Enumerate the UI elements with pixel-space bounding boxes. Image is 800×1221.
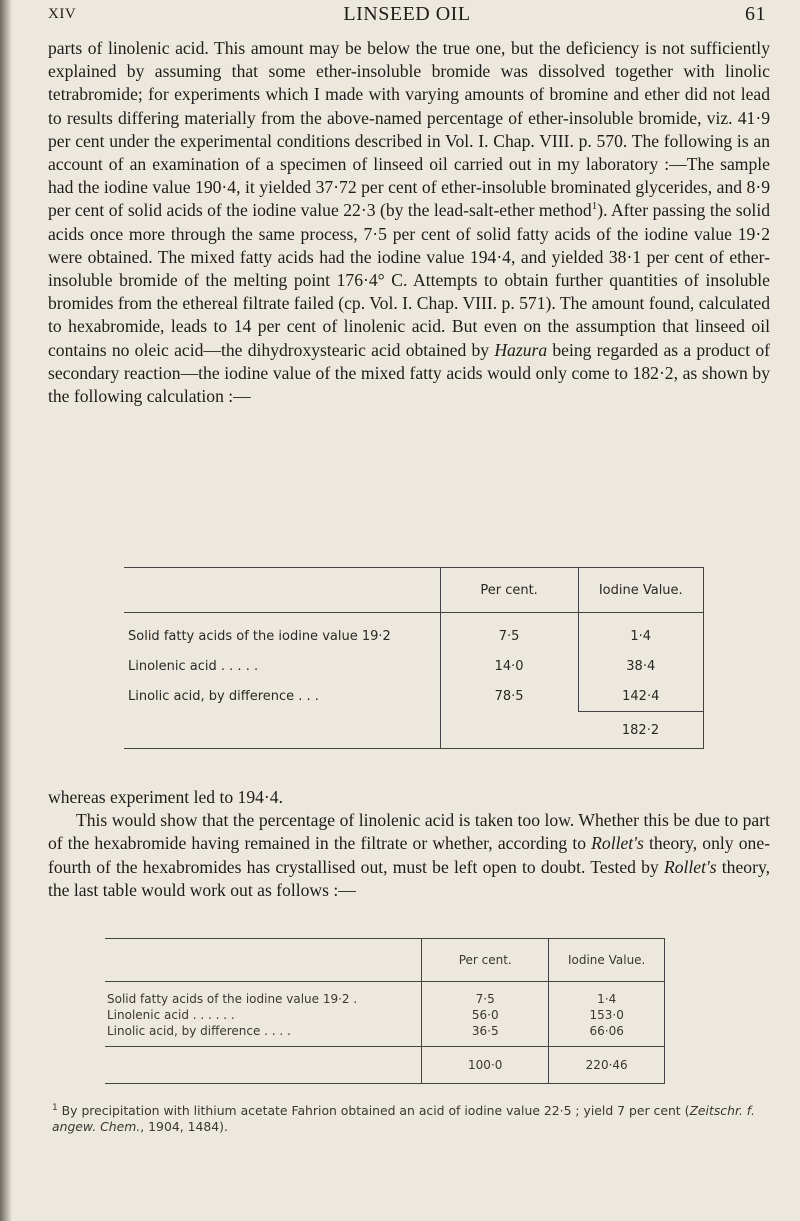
- total-label-blank: [105, 1047, 422, 1084]
- text-run: By precipitation with lithium acetate Fahrion obtained an acid of iodine value 22·5 ; yield 7 per cent (: [57, 1103, 690, 1118]
- total-per-cent-blank: [440, 712, 578, 749]
- per-cent-cell: 14·0: [440, 651, 578, 681]
- body-text-continued: [48, 786, 770, 902]
- paragraph: [48, 37, 770, 408]
- table-row: [105, 1023, 665, 1047]
- text-run: parts of linolenic acid. This amount may be below the true one, but the deficiency is not sufficiently explained by assuming that some ether-insoluble bromide was dissolved together with linolic tetrabromide; for experiments which I made with varying amounts of bromine and ether did not lead to results differing materially from the above-named percentage of ether-insoluble bromide, viz. 41·9 per cent under the experimental conditions described in Vol. I. Chap. VIII. p. 570. The following is an account of an examination of a specimen of linseed oil carried out in my laboratory :—The sample had the iodine value 190·4, it yielded 37·72 per cent of ether-insoluble brominated glycerides, and 8·9 per cent of solid acids of the iodine value 22·3 (by the lead-salt-ether method: [48, 38, 770, 221]
- text-run: theory, the last table would work out as follows :—: [48, 856, 771, 900]
- row-label: Solid fatty acids of the iodine value 19·2 .: [105, 982, 422, 1008]
- table-header-row: [105, 939, 665, 982]
- running-title: LINSEED OIL: [343, 3, 471, 25]
- row-label: Linolenic acid . . . . .: [124, 651, 440, 681]
- calculation-table-1: [124, 567, 704, 749]
- header-per-cent: Per cent.: [422, 939, 549, 982]
- paragraph: whereas experiment led to 194·4.: [48, 787, 283, 807]
- page-binding-shadow: [0, 0, 12, 1221]
- row-label: Linolic acid, by difference . . . .: [105, 1023, 422, 1047]
- per-cent-cell: 56·0: [422, 1007, 549, 1023]
- iodine-cell: 66·06: [549, 1023, 665, 1047]
- calculation-table-2: [105, 938, 665, 1084]
- page-number: 61: [745, 3, 766, 25]
- iodine-cell: 142·4: [578, 681, 703, 712]
- text-run: ). After passing the solid acids once more through the same process, 7·5 per cent of solid fatty acids of the iodine value 19·2 were obtained. The mixed fatty acids had the iodine value 194·4, and yielded 38·1 per cent of ether-insoluble bromide of the melting point 176·4° C. Attempts to obtain further quantities of insoluble bromides from the ethereal filtrate failed (cp. Vol. I. Chap. VIII. p. 571). The amount found, calculated to hexabromide, leads to 14 per cent of linolenic acid. But even on the assumption that linseed oil contains no oleic acid—the dihydroxystearic acid obtained by: [48, 200, 770, 360]
- header-cell-blank: [105, 939, 422, 982]
- iodine-cell: 1·4: [549, 982, 665, 1008]
- total-row: [124, 712, 704, 749]
- table-row: [124, 613, 704, 652]
- journal-title: Zeitschr. f. angew. Chem.: [52, 1103, 755, 1134]
- row-label: Linolenic acid . . . . . .: [105, 1007, 422, 1023]
- iodine-cell: 1·4: [578, 613, 703, 652]
- header-iodine-value: Iodine Value.: [549, 939, 665, 982]
- per-cent-cell: 36·5: [422, 1023, 549, 1047]
- table-row: [124, 681, 704, 712]
- text-run: This would show that the percentage of linolenic acid is taken too low. Whether this be due to part of the hexabromide having remained in the filtrate or whether, according to: [48, 810, 770, 854]
- running-header: [48, 2, 766, 32]
- iodine-cell: 38·4: [578, 651, 703, 681]
- table-row: [105, 982, 665, 1008]
- row-label: Linolic acid, by difference . . .: [124, 681, 440, 712]
- header-cell-blank: [124, 568, 440, 613]
- footnote: [52, 1103, 772, 1135]
- per-cent-cell: 78·5: [440, 681, 578, 712]
- text-run: being regarded as a product of secondary reaction—the iodine value of the mixed fatty acids would only come to 182·2, as shown by the following calculation :—: [48, 339, 770, 407]
- total-row: [105, 1047, 665, 1084]
- table-row: [105, 1007, 665, 1023]
- paragraph: [48, 809, 770, 902]
- table-header-row: [124, 568, 704, 613]
- footnote-marker: 1: [52, 1102, 58, 1113]
- body-text: [48, 37, 770, 408]
- total-iodine-cell: 220·46: [549, 1047, 665, 1084]
- total-label-blank: [124, 712, 440, 749]
- per-cent-cell: 7·5: [440, 613, 578, 652]
- total-per-cent-cell: 100·0: [422, 1047, 549, 1084]
- header-per-cent: Per cent.: [440, 568, 578, 613]
- iodine-cell: 153·0: [549, 1007, 665, 1023]
- chapter-number: XIV: [48, 6, 77, 22]
- header-iodine-value: Iodine Value.: [578, 568, 703, 613]
- author-name: Rollet's: [591, 833, 644, 854]
- footnote-ref: 1: [591, 200, 598, 213]
- text-run: , 1904, 1484).: [140, 1119, 228, 1134]
- text-run: theory, only one-fourth of the hexabromides has crystallised out, must be left open to doubt. Tested by: [48, 833, 770, 877]
- table-row: [124, 651, 704, 681]
- total-iodine-cell: 182·2: [578, 712, 703, 749]
- per-cent-cell: 7·5: [422, 982, 549, 1008]
- author-name: Hazura: [494, 339, 548, 360]
- author-name: Rollet's: [663, 856, 717, 877]
- row-label: Solid fatty acids of the iodine value 19·2: [124, 613, 440, 652]
